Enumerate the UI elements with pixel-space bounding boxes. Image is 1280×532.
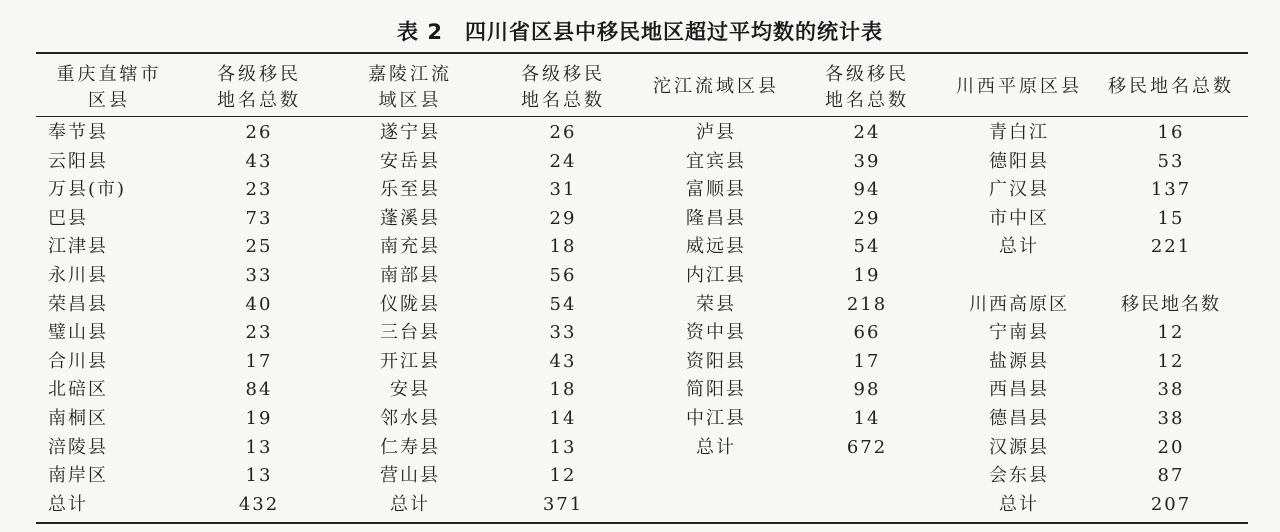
region-cell: 仪陇县 [380,293,440,315]
region-cell: 宜宾县 [686,150,746,172]
region-cell: 中江县 [686,408,746,429]
count-cell: 29 [549,207,577,229]
region-cell: 三台县 [380,322,440,344]
table-caption: 四川省区县中移民地区超过平均数的统计表 [464,20,883,44]
bottom-rule [36,522,1248,524]
region-cell: 简阳县 [686,379,746,401]
count-cell: 14 [853,408,881,429]
count-cell: 12 [1157,322,1185,344]
region-cell: 总计 [48,493,88,515]
count-cell: 20 [1157,436,1185,458]
count-cell: 94 [853,179,881,201]
region-cell: 广汉县 [989,179,1049,201]
region-cell: 德昌县 [989,408,1049,429]
region-cell: 总计 [696,436,736,458]
region-cell: 荣昌县 [48,293,108,315]
table-title [0,16,1280,46]
count-cell: 43 [245,150,273,172]
region-cell: 南桐区 [48,408,108,429]
count-cell: 371 [542,493,584,515]
count-cell: 87 [1157,465,1185,487]
count-cell: 13 [245,436,273,458]
count-cell: 33 [549,322,577,344]
count-cell: 221 [1150,236,1192,258]
region-cell: 总计 [999,236,1039,258]
region-cell: 川西高原区 [969,293,1069,315]
region-cell: 安县 [390,379,430,401]
region-cell: 宁南县 [989,322,1049,344]
region-cell: 青白江 [989,122,1049,143]
count-cell [1094,262,1248,291]
region-cell: 安岳县 [380,150,440,172]
count-cell: 66 [853,322,881,344]
count-cell: 31 [549,179,577,201]
table-number: 表 2 [397,20,443,44]
region-cell: 开江县 [380,350,440,372]
region-cell: 总计 [999,493,1039,515]
count-cell: 18 [549,236,577,258]
region-cell: 资中县 [686,322,746,344]
region-cell: 仁寿县 [380,436,440,458]
region-cell: 营山县 [380,465,440,487]
region-cell: 富顺县 [686,179,746,201]
count-cell: 12 [1157,350,1185,372]
region-cell: 西昌县 [989,379,1049,401]
region-cell: 遂宁县 [380,122,440,143]
region-cell: 合川县 [48,350,108,372]
count-cell: 23 [245,179,273,201]
region-cell: 南部县 [380,265,440,286]
region-cell: 威远县 [686,236,746,258]
region-cell: 隆昌县 [686,207,746,229]
count-cell: 137 [1150,179,1192,201]
count-cell: 38 [1157,408,1185,429]
region-cell: 盐源县 [989,350,1049,372]
count-cell: 84 [245,379,273,401]
region-cell: 奉节县 [48,122,108,143]
count-cell: 26 [245,122,273,143]
count-cell: 16 [1157,122,1185,143]
region-cell: 璧山县 [48,322,108,344]
count-cell: 38 [1157,379,1185,401]
region-cell: 德阳县 [989,150,1049,172]
region-cell: 乐至县 [380,179,440,201]
count-cell: 54 [853,236,881,258]
region-cell: 涪陵县 [48,436,108,458]
count-cell: 23 [245,322,273,344]
count-cell: 24 [853,122,881,143]
header-cell: 各级移民 地名总数 [825,64,909,111]
count-cell: 56 [549,265,577,286]
top-rule [36,52,1248,54]
region-cell: 市中区 [989,207,1049,229]
region-cell: 资阳县 [686,350,746,372]
count-cell: 218 [846,293,888,315]
count-cell: 53 [1157,150,1185,172]
region-cell: 蓬溪县 [380,207,440,229]
count-cell: 54 [549,293,577,315]
count-cell: 13 [245,465,273,487]
count-cell: 14 [549,408,577,429]
count-cell: 18 [549,379,577,401]
count-cell: 40 [245,293,273,315]
header-cell: 各级移民 地名总数 [521,64,605,111]
region-cell: 南岸区 [48,465,108,487]
region-cell: 邻水县 [380,408,440,429]
count-cell: 12 [549,465,577,487]
count-cell: 13 [549,436,577,458]
region-cell: 云阳县 [48,150,108,172]
count-cell: 207 [1150,493,1192,515]
header-cell: 嘉陵江流 域区县 [368,64,452,111]
header-cell: 沱江流域区县 [653,76,779,97]
count-cell: 15 [1157,207,1185,229]
header-cell: 各级移民 地名总数 [217,64,301,111]
count-cell: 73 [245,207,273,229]
count-cell: 26 [549,122,577,143]
region-cell: 北碚区 [48,379,108,401]
region-cell: 汉源县 [989,436,1049,458]
region-cell: 江津县 [48,236,108,258]
region-cell: 荣县 [696,293,736,315]
count-cell: 33 [245,265,273,286]
count-cell: 25 [245,236,273,258]
header-cell: 重庆直辖市 区县 [56,64,162,111]
region-cell: 巴县 [48,207,88,229]
region-cell: 泸县 [696,122,736,143]
count-cell: 19 [245,408,273,429]
count-cell: 移民地名数 [1121,293,1221,315]
region-cell: 总计 [390,493,430,515]
region-cell: 会东县 [989,465,1049,487]
count-cell: 29 [853,207,881,229]
count-cell: 43 [549,350,577,372]
region-cell: 万县(市) [48,179,127,201]
region-cell [944,262,1094,291]
count-cell: 672 [846,436,888,458]
region-cell: 内江县 [686,265,746,286]
count-cell: 17 [245,350,273,372]
count-cell: 432 [238,493,280,515]
count-cell: 39 [853,150,881,172]
count-cell: 17 [853,350,881,372]
count-cell: 24 [549,150,577,172]
count-cell: 98 [853,379,881,401]
region-cell: 永川县 [48,265,108,286]
count-cell: 19 [853,265,881,286]
region-cell: 南充县 [380,236,440,258]
header-cell: 川西平原区县 [956,76,1082,97]
header-rule [36,116,1248,117]
header-cell: 移民地名总数 [1108,76,1234,97]
